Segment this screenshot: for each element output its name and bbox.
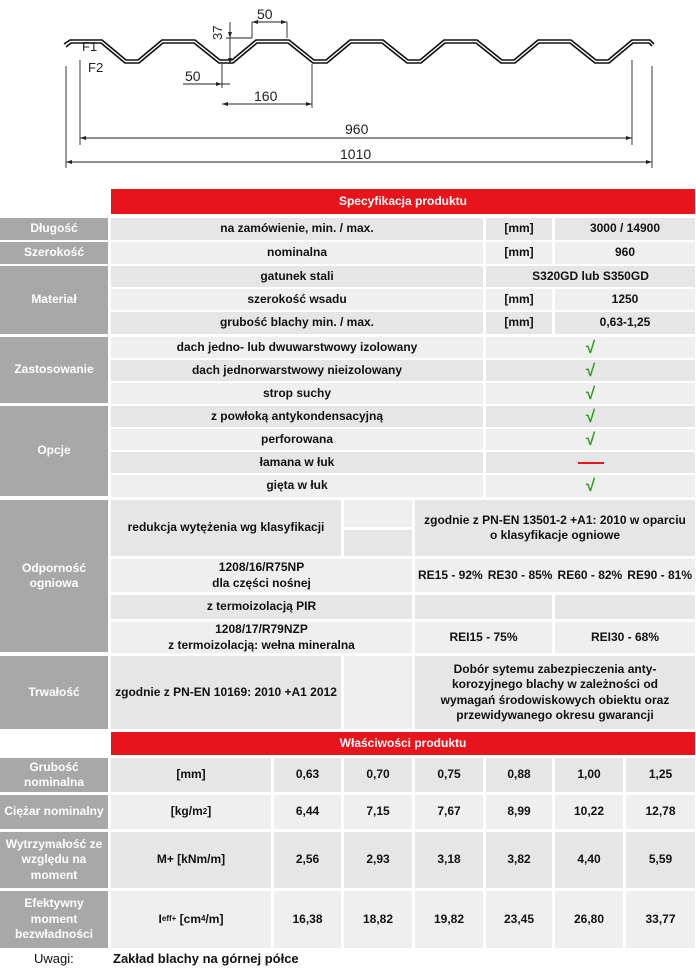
dim-50-bottom: 50: [185, 68, 201, 84]
props-cell: 6,44: [274, 795, 341, 829]
props-cell: 3,82: [486, 832, 552, 888]
trwalosc-norm: zgodnie z PN-EN 10169: 2010 +A1 2012: [111, 656, 341, 729]
props-cell: 19,82: [415, 891, 483, 948]
r79-code: 1208/17/R79NZP: [215, 622, 308, 637]
szerokosc-unit: [mm]: [486, 242, 552, 264]
props-cell: 1,25: [626, 758, 695, 792]
dlugosc-unit: [mm]: [486, 218, 552, 240]
dim-960: 960: [345, 121, 369, 137]
props-cell: 0,63: [274, 758, 341, 792]
check-icon: √: [585, 476, 596, 496]
spec-title: Specyfikacja produktu: [111, 189, 695, 214]
szerokosc-desc: nominalna: [111, 242, 483, 264]
material-unit-thickness: [mm]: [486, 312, 552, 334]
dim-160: 160: [254, 88, 278, 104]
r75-code: 1208/16/R75NP: [218, 560, 305, 575]
label-f2: F2: [88, 60, 104, 75]
unit-inertia-end: /m]: [205, 911, 224, 926]
material-value-width: 1250: [555, 289, 695, 310]
r75-desc: dla części nośnej: [212, 575, 311, 590]
unit-inertia-mid: [cm: [176, 911, 202, 926]
props-cell: 7,67: [415, 795, 483, 829]
props-cell: 33,77: [626, 891, 695, 948]
props-cell: 10,22: [555, 795, 623, 829]
props-cell: 1,00: [555, 758, 623, 792]
trwalosc-label: Trwałość: [0, 656, 108, 729]
opcje-desc-3: łamana w łuk: [111, 452, 483, 473]
material-desc-steel: gatunek stali: [111, 266, 483, 287]
zastosowanie-desc-1: dach jedno- lub dwuwarstwowy izolowany: [111, 337, 483, 358]
props-cell: 7,15: [344, 795, 412, 829]
props-cell: 18,82: [344, 891, 412, 948]
material-label: Materiał: [0, 266, 108, 334]
props-unit-inertia: [111, 891, 271, 948]
notes-label: Uwagi:: [34, 951, 74, 966]
props-label-weight: Ciężar nominalny: [0, 795, 108, 829]
props-cell: 26,80: [555, 891, 623, 948]
szerokosc-label: Szerokość: [0, 242, 108, 264]
props-cell: 3,18: [415, 832, 483, 888]
zastosowanie-desc-2: dach jednorwarstwowy nieizolowany: [111, 360, 483, 381]
re60: RE60 - 82%: [557, 567, 623, 582]
props-cell: 0,88: [486, 758, 552, 792]
opcje-desc-4: gięta w łuk: [111, 475, 483, 497]
zastosowanie-label: Zastosowanie: [0, 337, 108, 403]
label-f1: F1: [82, 39, 98, 54]
odpornosc-rei30: REI30 - 68%: [555, 622, 695, 653]
re30: RE30 - 85%: [487, 567, 553, 582]
check-icon: √: [585, 406, 596, 426]
re15: RE15 - 92%: [418, 567, 483, 582]
szerokosc-value: 960: [555, 242, 695, 264]
props-unit-moment: M+ [kNm/m]: [111, 832, 271, 888]
props-cell: 2,56: [274, 832, 341, 888]
props-cell: 8,99: [486, 795, 552, 829]
check-icon: √: [585, 383, 596, 403]
check-icon: √: [585, 337, 596, 357]
notes-text: Zakład blachy na górnej półce: [113, 951, 299, 966]
props-cell: 0,75: [415, 758, 483, 792]
material-value-thickness: 0,63-1,25: [555, 312, 695, 334]
check-icon: √: [585, 360, 596, 380]
re90: RE90 - 81%: [627, 567, 692, 582]
check-icon: √: [585, 429, 596, 449]
props-cell: 16,38: [274, 891, 341, 948]
dim-50-top: 50: [257, 6, 273, 22]
props-cell: 4,40: [555, 832, 623, 888]
props-unit-weight: [111, 795, 271, 829]
odpornosc-label: Odporność ogniowa: [0, 500, 108, 652]
props-cell: 5,59: [626, 832, 695, 888]
material-desc-thickness: grubość blachy min. / max.: [111, 312, 483, 334]
props-label-moment: Wytrzymałość ze względu na moment: [0, 832, 108, 888]
unit-weight-pre: [kg/m: [170, 804, 203, 819]
odpornosc-classification: zgodnie z PN-EN 13501-2 +A1: 2010 w oparciu o klasyfikacje ogniowe: [415, 500, 695, 556]
props-label-thickness: Grubość nominalna: [0, 758, 108, 792]
unit-inertia-sup2: 4: [201, 914, 206, 924]
props-unit-thickness: [mm]: [111, 758, 271, 792]
dim-1010: 1010: [340, 146, 372, 162]
unit-inertia-sup1: +: [171, 914, 177, 924]
dlugosc-desc: na zamówienie, min. / max.: [111, 218, 483, 240]
unit-inertia-i: I: [158, 911, 162, 926]
dlugosc-value: 3000 / 14900: [555, 218, 695, 240]
dim-37: 37: [210, 25, 225, 40]
props-cell: 2,93: [344, 832, 412, 888]
zastosowanie-desc-3: strop suchy: [111, 383, 483, 404]
opcje-desc-2: perforowana: [111, 429, 483, 450]
odpornosc-pir: z termoizolacją PIR: [111, 595, 412, 619]
props-title: Właściwości produktu: [111, 732, 695, 755]
opcje-desc-1: z powłoką antykondensacyjną: [111, 406, 483, 427]
r79-desc: z termoizolacją: wełna mineralna: [168, 637, 355, 652]
material-value-steel: S320GD lub S350GD: [486, 266, 695, 287]
opcje-label: Opcje: [0, 406, 108, 496]
unit-weight-post: ]: [207, 804, 212, 819]
material-unit-width: [mm]: [486, 289, 552, 310]
unit-inertia-sub: eff: [161, 914, 172, 924]
odpornosc-rei15: REI15 - 75%: [415, 622, 552, 653]
unit-weight-sup: 2: [202, 806, 208, 816]
props-cell: 23,45: [486, 891, 552, 948]
props-cell: 0,70: [344, 758, 412, 792]
odpornosc-reduction: redukcja wytężenia wg klasyfikacji: [111, 500, 341, 556]
material-desc-width: szerokość wsadu: [111, 289, 483, 310]
props-cell: 12,78: [626, 795, 695, 829]
trwalosc-desc: Dobór sytemu zabezpieczenia anty-korozyjnego blachy w zależności od wymagań środowiskowych obiektu oraz przewidywanego okresu gwarancji: [415, 656, 695, 729]
dlugosc-label: Długość: [0, 218, 108, 240]
props-label-inertia: Efektywny moment bezwładności: [0, 891, 108, 948]
